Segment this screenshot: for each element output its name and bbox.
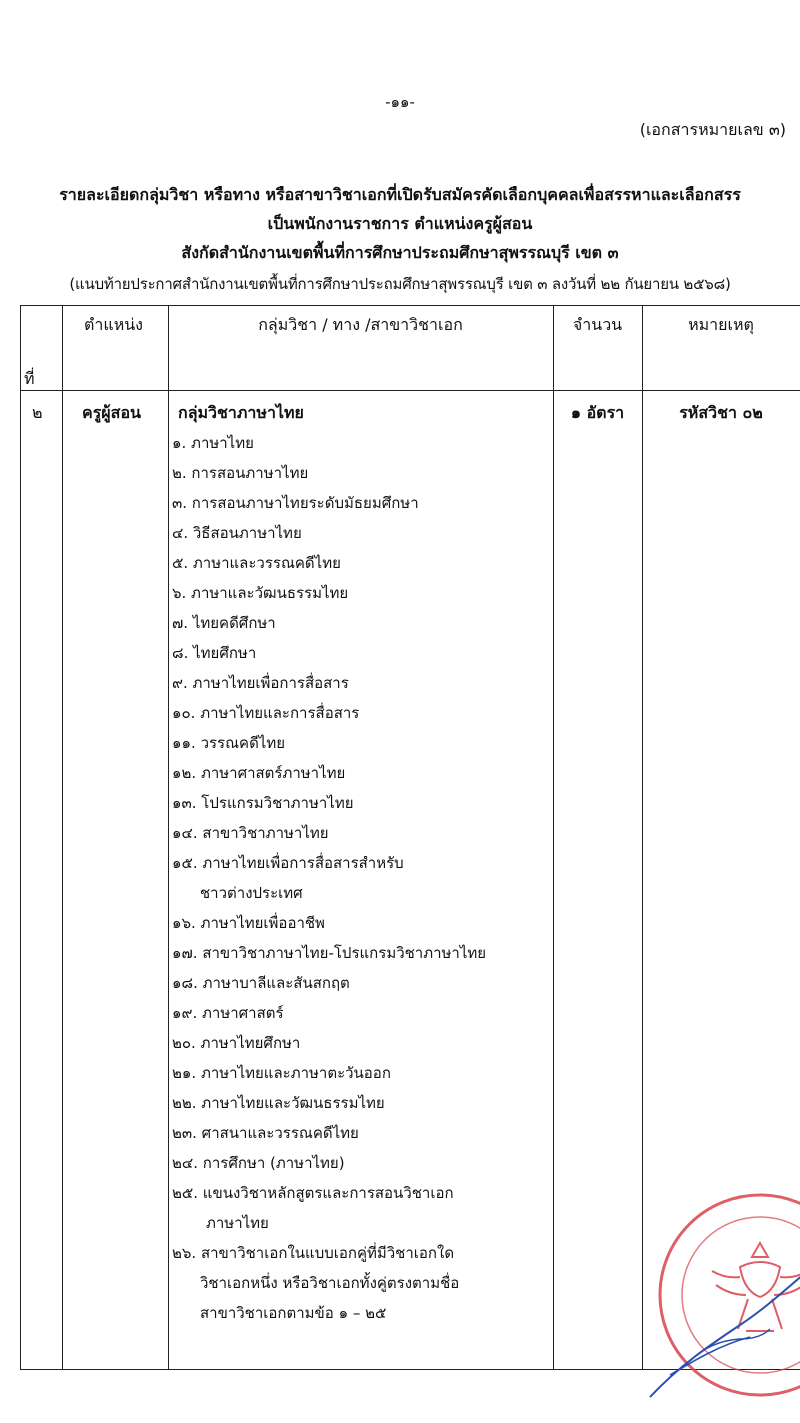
list-item: ๓. การสอนภาษาไทยระดับมัธยมศึกษา — [172, 494, 419, 512]
list-item: ๑๖. ภาษาไทยเพื่ออาชีพ — [172, 914, 325, 932]
title-line-4: (แนบท้ายประกาศสำนักงานเขตพื้นที่การศึกษาประถมศึกษาสุพรรณบุรี เขต ๓ ลงวันที่ ๒๒ กันยายน ๒๕๖๘) — [69, 275, 731, 293]
page-number: -๑๑- — [385, 93, 415, 111]
list-item: ๒๖. สาขาวิชาเอกในแบบเอกคู่ที่มีวิชาเอกใด — [172, 1244, 455, 1262]
table-border-top — [20, 305, 800, 306]
list-item: ๒๒. ภาษาไทยและวัฒนธรรมไทย — [172, 1094, 385, 1112]
list-item-continuation: วิชาเอกหนึ่ง หรือวิชาเอกทั้งคู่ตรงตามชื่อ — [200, 1274, 460, 1292]
list-item: ๒๓. ศาสนาและวรรณคดีไทย — [172, 1124, 359, 1142]
row-remark: รหัสวิชา ๐๒ — [679, 403, 763, 422]
header-remark: หมายเหตุ — [688, 315, 754, 334]
table-header-divider — [20, 390, 800, 391]
list-item-continuation: ภาษาไทย — [206, 1214, 269, 1232]
list-item: ๑๒. ภาษาศาสตร์ภาษาไทย — [172, 764, 346, 782]
header-no: ที่ — [24, 369, 35, 388]
list-item-continuation: ชาวต่างประเทศ — [200, 884, 303, 902]
list-item: ๔. วิธีสอนภาษาไทย — [172, 524, 302, 542]
header-subject: กลุ่มวิชา / ทาง /สาขาวิชาเอก — [258, 315, 463, 334]
column-divider-3 — [553, 305, 554, 1370]
list-item: ๑. ภาษาไทย — [172, 434, 254, 452]
list-item: ๘. ไทยศึกษา — [172, 644, 257, 662]
document-reference: (เอกสารหมายเลข ๓) — [639, 120, 786, 139]
list-item: ๗. ไทยคดีศึกษา — [172, 614, 276, 632]
list-item: ๑๘. ภาษาบาลีและสันสกฤต — [172, 974, 350, 992]
column-divider-1 — [62, 305, 63, 1370]
list-item: ๕. ภาษาและวรรณคดีไทย — [172, 554, 341, 572]
list-item: ๑๑. วรรณคดีไทย — [172, 734, 286, 752]
list-item-continuation: สาขาวิชาเอกตามข้อ ๑ – ๒๕ — [200, 1304, 387, 1322]
list-item: ๑๙. ภาษาศาสตร์ — [172, 1004, 284, 1022]
header-position: ตำแหน่ง — [84, 315, 143, 334]
list-item: ๑๐. ภาษาไทยและการสื่อสาร — [172, 704, 360, 722]
row-subject-group: กลุ่มวิชาภาษาไทย — [178, 403, 304, 422]
column-divider-2 — [168, 305, 169, 1370]
title-line-3: สังกัดสำนักงานเขตพื้นที่การศึกษาประถมศึกษาสุพรรณบุรี เขต ๓ — [181, 243, 619, 262]
list-item: ๑๕. ภาษาไทยเพื่อการสื่อสารสำหรับ — [172, 854, 404, 872]
title-line-1: รายละเอียดกลุ่มวิชา หรือทาง หรือสาขาวิชาเอกที่เปิดรับสมัครคัดเลือกบุคคลเพื่อสรรหาและเลือกสรร — [59, 185, 741, 204]
list-item: ๒๑. ภาษาไทยและภาษาตะวันออก — [172, 1064, 391, 1082]
list-item: ๒๔. การศึกษา (ภาษาไทย) — [172, 1154, 345, 1172]
list-item: ๖. ภาษาและวัฒนธรรมไทย — [172, 584, 349, 602]
list-item: ๑๔. สาขาวิชาภาษาไทย — [172, 824, 329, 842]
list-item: ๑๓. โปรแกรมวิชาภาษาไทย — [172, 794, 354, 812]
list-item: ๒๐. ภาษาไทยศึกษา — [172, 1034, 301, 1052]
table-border-left — [20, 305, 21, 1370]
header-amount: จำนวน — [572, 315, 623, 334]
list-item: ๒๕. แขนงวิชาหลักสูตรและการสอนวิชาเอก — [172, 1184, 454, 1202]
row-no: ๒ — [32, 403, 43, 422]
row-amount: ๑ อัตรา — [570, 403, 625, 422]
list-item: ๒. การสอนภาษาไทย — [172, 464, 309, 482]
row-position: ครูผู้สอน — [82, 403, 141, 422]
official-garuda-seal-icon — [640, 1175, 800, 1415]
list-item: ๙. ภาษาไทยเพื่อการสื่อสาร — [172, 674, 349, 692]
title-line-2: เป็นพนักงานราชการ ตำแหน่งครูผู้สอน — [267, 214, 533, 233]
list-item: ๑๗. สาขาวิชาภาษาไทย-โปรแกรมวิชาภาษาไทย — [172, 944, 487, 962]
